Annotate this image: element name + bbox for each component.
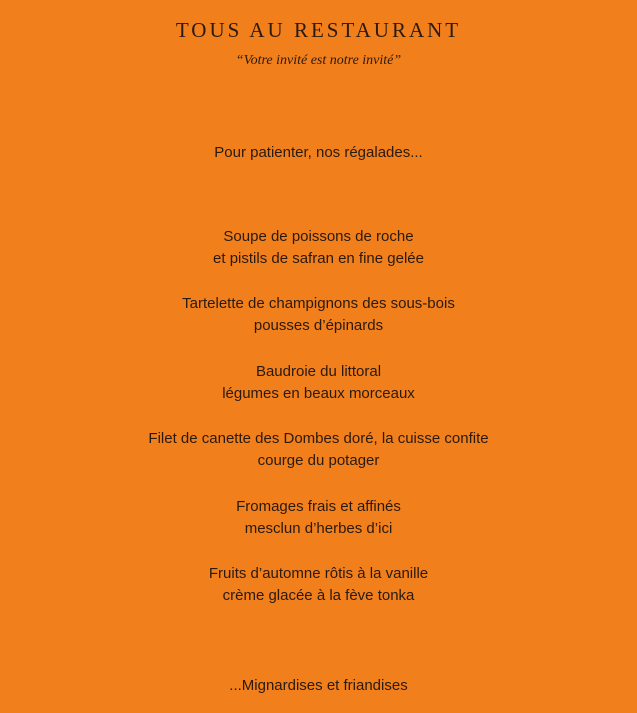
course-description: crème glacée à la fève tonka — [222, 587, 415, 604]
menu-title: TOUS AU RESTAURANT — [175, 18, 462, 42]
course-description: et pistils de safran en fine gelée — [213, 250, 424, 267]
course-description: légumes en beaux morceaux — [222, 385, 415, 402]
menu-tagline: “Votre invité est notre invité” — [235, 53, 402, 68]
course-name: Filet de canette des Dombes doré, la cuisse confite — [148, 430, 489, 447]
course-item — [0, 563, 637, 607]
menu-intro: Pour patienter, nos régalades... — [214, 144, 423, 161]
course-name: Tartelette de champignons des sous-bois — [182, 295, 455, 312]
course-item — [0, 361, 637, 405]
course-item — [0, 428, 637, 472]
course-item — [0, 496, 637, 540]
menu-closing: ...Mignardises et friandises — [229, 677, 408, 694]
course-name: Fromages frais et affinés — [236, 498, 401, 515]
course-description: courge du potager — [257, 452, 380, 469]
course-description: mesclun d’herbes d’ici — [244, 520, 393, 537]
course-name: Fruits d’automne rôtis à la vanille — [208, 565, 429, 582]
course-description: pousses d’épinards — [253, 317, 384, 334]
course-name: Baudroie du littoral — [255, 363, 382, 380]
course-name: Soupe de poissons de roche — [223, 228, 414, 245]
course-item — [0, 226, 637, 270]
course-item — [0, 293, 637, 337]
